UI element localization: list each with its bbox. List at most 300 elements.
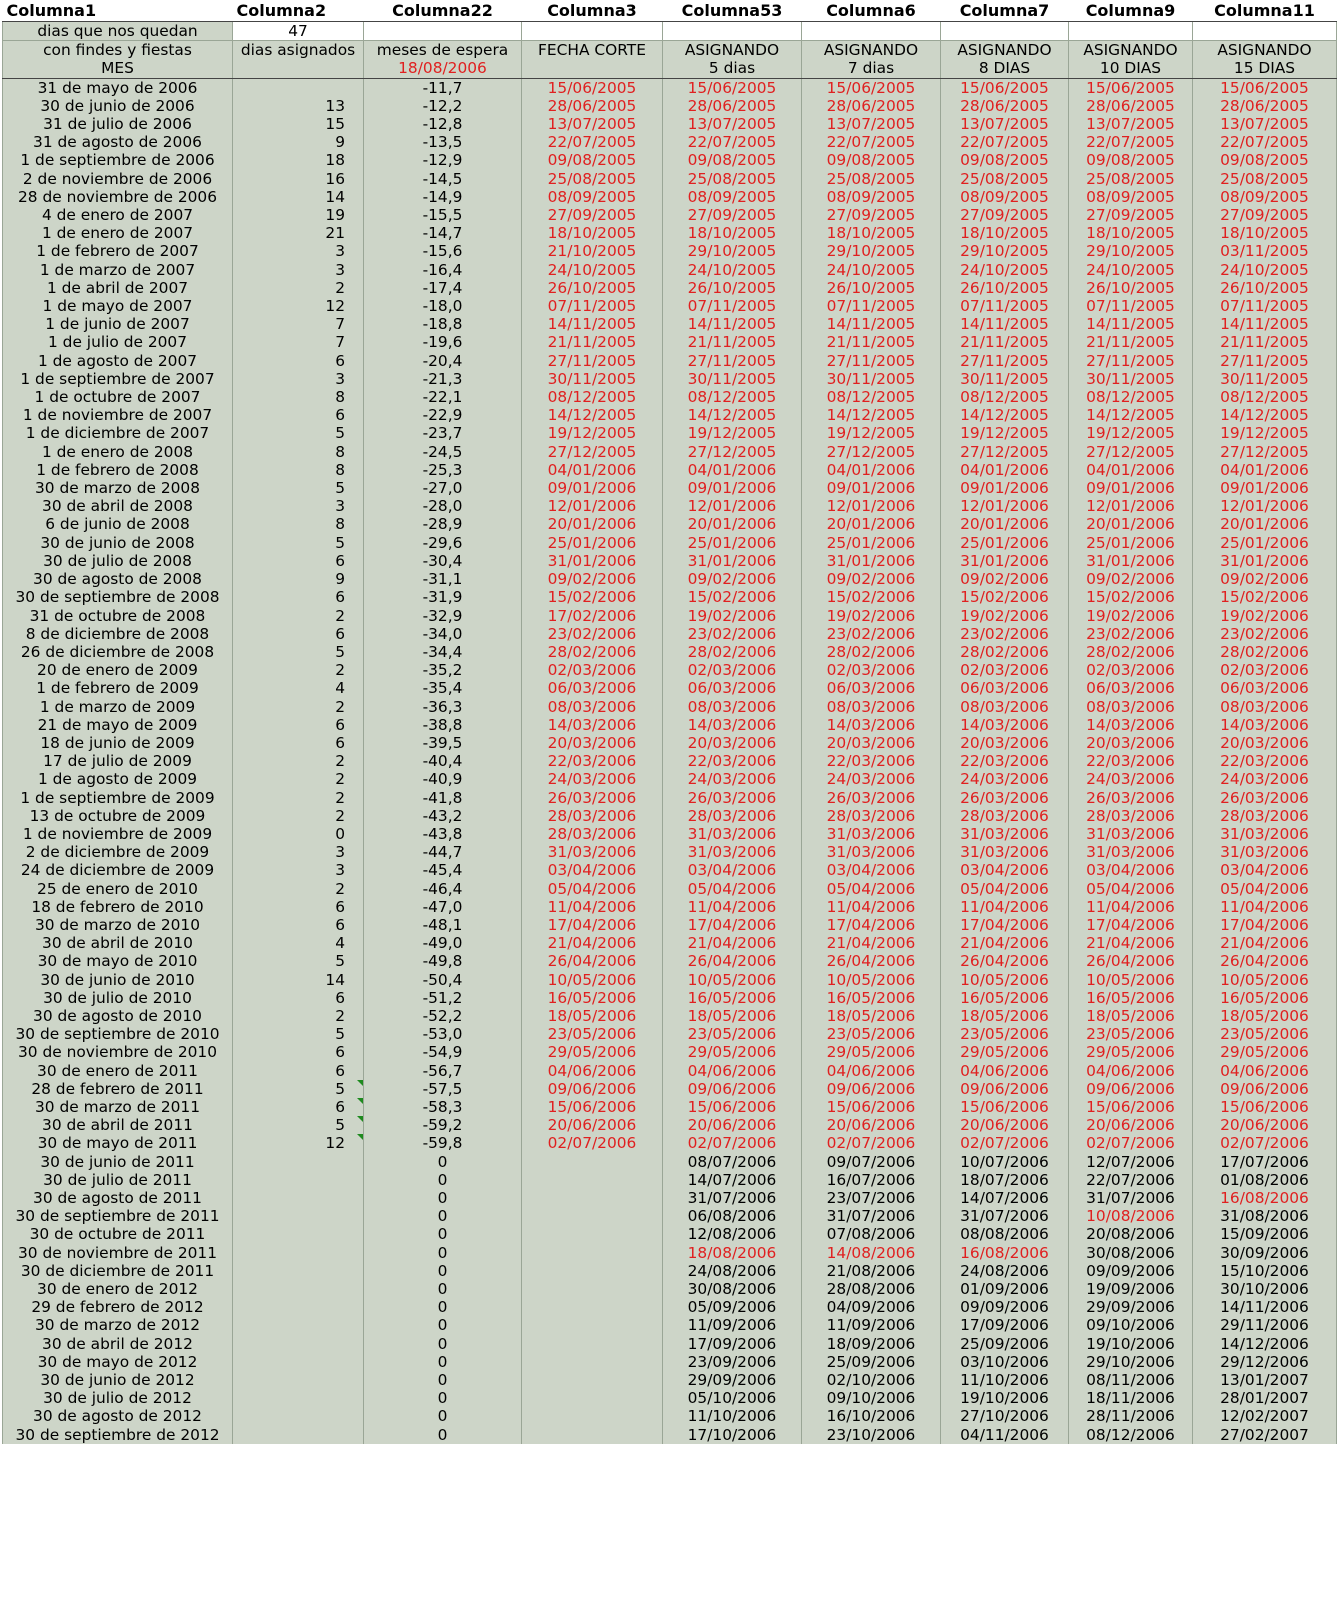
date-cell[interactable]: 05/04/2006: [522, 880, 663, 898]
date-cell[interactable]: 09/02/2006: [802, 570, 941, 588]
date-cell[interactable]: 31/03/2006: [1069, 843, 1193, 861]
date-cell[interactable]: 14/03/2006: [522, 716, 663, 734]
date-cell[interactable]: 25/01/2006: [1193, 534, 1337, 552]
date-cell[interactable]: 24/10/2005: [1193, 261, 1337, 279]
date-cell[interactable]: 15/06/2005: [1069, 78, 1193, 97]
date-cell[interactable]: 08/12/2005: [941, 388, 1069, 406]
month-cell[interactable]: 1 de noviembre de 2007: [3, 406, 233, 424]
month-cell[interactable]: 1 de septiembre de 2007: [3, 370, 233, 388]
date-cell[interactable]: 09/01/2006: [941, 479, 1069, 497]
date-cell[interactable]: 25/01/2006: [522, 534, 663, 552]
date-cell[interactable]: 12/01/2006: [663, 497, 802, 515]
date-cell[interactable]: 18/10/2005: [663, 224, 802, 242]
date-cell[interactable]: 13/07/2005: [1069, 115, 1193, 133]
month-cell[interactable]: 30 de octubre de 2011: [3, 1225, 233, 1243]
date-cell[interactable]: 02/07/2006: [1193, 1134, 1337, 1152]
date-cell[interactable]: 23/05/2006: [1193, 1025, 1337, 1043]
month-cell[interactable]: 30 de abril de 2011: [3, 1116, 233, 1134]
date-cell[interactable]: 02/03/2006: [1193, 661, 1337, 679]
date-cell[interactable]: 14/12/2005: [663, 406, 802, 424]
days-assigned-cell[interactable]: [233, 78, 364, 97]
month-cell[interactable]: 1 de febrero de 2008: [3, 461, 233, 479]
date-cell[interactable]: 14/11/2005: [941, 315, 1069, 333]
days-assigned-cell[interactable]: 2: [233, 1007, 364, 1025]
days-assigned-cell[interactable]: 2: [233, 607, 364, 625]
date-cell[interactable]: 31/01/2006: [941, 552, 1069, 570]
date-cell[interactable]: 06/03/2006: [802, 679, 941, 697]
date-cell[interactable]: 20/03/2006: [802, 734, 941, 752]
date-cell[interactable]: 20/01/2006: [522, 515, 663, 533]
date-cell[interactable]: [522, 1426, 663, 1444]
date-cell[interactable]: 13/07/2005: [802, 115, 941, 133]
date-cell[interactable]: 05/10/2006: [663, 1389, 802, 1407]
days-assigned-cell[interactable]: 6: [233, 552, 364, 570]
date-cell[interactable]: 17/10/2006: [663, 1426, 802, 1444]
date-cell[interactable]: 16/07/2006: [802, 1171, 941, 1189]
month-cell[interactable]: 30 de julio de 2012: [3, 1389, 233, 1407]
date-cell[interactable]: 05/04/2006: [941, 880, 1069, 898]
subheader-cell[interactable]: 10 DIAS: [1069, 59, 1193, 78]
date-cell[interactable]: 11/09/2006: [802, 1316, 941, 1334]
date-cell[interactable]: 31/07/2006: [802, 1207, 941, 1225]
column-header[interactable]: Columna1: [3, 0, 233, 22]
date-cell[interactable]: 31/03/2006: [802, 843, 941, 861]
date-cell[interactable]: [522, 1298, 663, 1316]
column-header[interactable]: Columna53: [663, 0, 802, 22]
month-cell[interactable]: 30 de marzo de 2010: [3, 916, 233, 934]
date-cell[interactable]: 15/10/2006: [1193, 1262, 1337, 1280]
reference-date-cell[interactable]: 18/08/2006: [364, 59, 522, 78]
days-assigned-cell[interactable]: 6: [233, 1062, 364, 1080]
days-assigned-cell[interactable]: 6: [233, 734, 364, 752]
date-cell[interactable]: 03/04/2006: [802, 861, 941, 879]
subheader-cell[interactable]: ASIGNANDO: [802, 41, 941, 60]
date-cell[interactable]: 24/03/2006: [1193, 770, 1337, 788]
date-cell[interactable]: 15/06/2006: [522, 1098, 663, 1116]
date-cell[interactable]: 26/04/2006: [802, 952, 941, 970]
date-cell[interactable]: 22/07/2005: [802, 133, 941, 151]
date-cell[interactable]: 16/10/2006: [802, 1407, 941, 1425]
date-cell[interactable]: 19/12/2005: [1193, 424, 1337, 442]
date-cell[interactable]: 31/01/2006: [1193, 552, 1337, 570]
date-cell[interactable]: 09/01/2006: [663, 479, 802, 497]
month-cell[interactable]: 21 de mayo de 2009: [3, 716, 233, 734]
month-cell[interactable]: 30 de abril de 2010: [3, 934, 233, 952]
date-cell[interactable]: 10/07/2006: [941, 1153, 1069, 1171]
date-cell[interactable]: 19/10/2006: [941, 1389, 1069, 1407]
wait-months-cell[interactable]: -18,0: [364, 297, 522, 315]
date-cell[interactable]: 18/05/2006: [522, 1007, 663, 1025]
date-cell[interactable]: 09/09/2006: [941, 1298, 1069, 1316]
date-cell[interactable]: 31/01/2006: [1069, 552, 1193, 570]
days-assigned-cell[interactable]: 8: [233, 515, 364, 533]
month-cell[interactable]: 28 de febrero de 2011: [3, 1080, 233, 1098]
subheader-cell[interactable]: con findes y fiestas: [3, 41, 233, 60]
wait-months-cell[interactable]: 0: [364, 1207, 522, 1225]
date-cell[interactable]: 29/10/2006: [1069, 1353, 1193, 1371]
days-assigned-cell[interactable]: 6: [233, 588, 364, 606]
subheader-cell[interactable]: [233, 59, 364, 78]
date-cell[interactable]: 25/09/2006: [941, 1335, 1069, 1353]
wait-months-cell[interactable]: -59,2: [364, 1116, 522, 1134]
wait-months-cell[interactable]: -58,3: [364, 1098, 522, 1116]
date-cell[interactable]: 30/11/2005: [522, 370, 663, 388]
month-cell[interactable]: 29 de febrero de 2012: [3, 1298, 233, 1316]
date-cell[interactable]: 13/07/2005: [663, 115, 802, 133]
date-cell[interactable]: 20/03/2006: [1193, 734, 1337, 752]
date-cell[interactable]: 25/08/2005: [1069, 170, 1193, 188]
days-assigned-cell[interactable]: 5: [233, 1080, 364, 1098]
wait-months-cell[interactable]: -21,3: [364, 370, 522, 388]
date-cell[interactable]: 21/11/2005: [663, 333, 802, 351]
date-cell[interactable]: 15/02/2006: [1069, 588, 1193, 606]
month-cell[interactable]: 8 de diciembre de 2008: [3, 625, 233, 643]
date-cell[interactable]: 21/11/2005: [1069, 333, 1193, 351]
date-cell[interactable]: 10/05/2006: [1069, 971, 1193, 989]
date-cell[interactable]: 29/10/2005: [941, 242, 1069, 260]
month-cell[interactable]: 1 de enero de 2008: [3, 443, 233, 461]
days-assigned-cell[interactable]: 2: [233, 698, 364, 716]
date-cell[interactable]: 04/06/2006: [522, 1062, 663, 1080]
date-cell[interactable]: 30/11/2005: [802, 370, 941, 388]
date-cell[interactable]: 14/11/2005: [1193, 315, 1337, 333]
date-cell[interactable]: 24/03/2006: [1069, 770, 1193, 788]
days-assigned-cell[interactable]: 5: [233, 643, 364, 661]
date-cell[interactable]: 21/11/2005: [522, 333, 663, 351]
date-cell[interactable]: 28/03/2006: [663, 807, 802, 825]
date-cell[interactable]: 26/03/2006: [941, 789, 1069, 807]
date-cell[interactable]: 24/10/2005: [802, 261, 941, 279]
date-cell[interactable]: 15/02/2006: [941, 588, 1069, 606]
empty-cell[interactable]: [522, 22, 663, 41]
date-cell[interactable]: 31/08/2006: [1193, 1207, 1337, 1225]
date-cell[interactable]: 27/11/2005: [802, 352, 941, 370]
wait-months-cell[interactable]: 0: [364, 1426, 522, 1444]
date-cell[interactable]: 07/08/2006: [802, 1225, 941, 1243]
date-cell[interactable]: 19/12/2005: [663, 424, 802, 442]
days-assigned-cell[interactable]: 5: [233, 479, 364, 497]
date-cell[interactable]: 14/11/2005: [802, 315, 941, 333]
date-cell[interactable]: 08/03/2006: [663, 698, 802, 716]
date-cell[interactable]: 22/03/2006: [802, 752, 941, 770]
date-cell[interactable]: 04/01/2006: [802, 461, 941, 479]
date-cell[interactable]: 25/01/2006: [802, 534, 941, 552]
date-cell[interactable]: 27/11/2005: [522, 352, 663, 370]
days-assigned-cell[interactable]: 2: [233, 880, 364, 898]
days-assigned-cell[interactable]: 6: [233, 716, 364, 734]
days-assigned-cell[interactable]: 4: [233, 679, 364, 697]
days-assigned-cell[interactable]: 8: [233, 443, 364, 461]
month-cell[interactable]: 1 de septiembre de 2009: [3, 789, 233, 807]
wait-months-cell[interactable]: -43,2: [364, 807, 522, 825]
date-cell[interactable]: 31/01/2006: [522, 552, 663, 570]
days-assigned-cell[interactable]: 6: [233, 916, 364, 934]
date-cell[interactable]: 03/04/2006: [941, 861, 1069, 879]
wait-months-cell[interactable]: 0: [364, 1262, 522, 1280]
date-cell[interactable]: 14/12/2005: [941, 406, 1069, 424]
date-cell[interactable]: 09/02/2006: [663, 570, 802, 588]
wait-months-cell[interactable]: -16,4: [364, 261, 522, 279]
date-cell[interactable]: 24/03/2006: [663, 770, 802, 788]
days-assigned-cell[interactable]: 6: [233, 1043, 364, 1061]
date-cell[interactable]: 03/04/2006: [522, 861, 663, 879]
date-cell[interactable]: 26/04/2006: [1193, 952, 1337, 970]
date-cell[interactable]: 13/07/2005: [941, 115, 1069, 133]
date-cell[interactable]: 02/03/2006: [1069, 661, 1193, 679]
date-cell[interactable]: 24/03/2006: [802, 770, 941, 788]
wait-months-cell[interactable]: 0: [364, 1389, 522, 1407]
date-cell[interactable]: 19/12/2005: [941, 424, 1069, 442]
date-cell[interactable]: 15/06/2006: [1193, 1098, 1337, 1116]
date-cell[interactable]: 08/09/2005: [941, 188, 1069, 206]
wait-months-cell[interactable]: 0: [364, 1407, 522, 1425]
days-assigned-cell[interactable]: 5: [233, 952, 364, 970]
date-cell[interactable]: 09/08/2005: [1193, 151, 1337, 169]
date-cell[interactable]: 21/11/2005: [802, 333, 941, 351]
date-cell[interactable]: 06/03/2006: [1193, 679, 1337, 697]
date-cell[interactable]: 17/09/2006: [663, 1335, 802, 1353]
date-cell[interactable]: 23/09/2006: [663, 1353, 802, 1371]
date-cell[interactable]: 04/01/2006: [663, 461, 802, 479]
date-cell[interactable]: 14/11/2005: [522, 315, 663, 333]
date-cell[interactable]: 14/12/2005: [802, 406, 941, 424]
date-cell[interactable]: 23/05/2006: [522, 1025, 663, 1043]
date-cell[interactable]: 09/02/2006: [522, 570, 663, 588]
days-assigned-cell[interactable]: [233, 1298, 364, 1316]
column-header[interactable]: Columna11: [1193, 0, 1337, 22]
date-cell[interactable]: 31/03/2006: [941, 825, 1069, 843]
wait-months-cell[interactable]: -47,0: [364, 898, 522, 916]
date-cell[interactable]: 11/04/2006: [1193, 898, 1337, 916]
date-cell[interactable]: 26/03/2006: [522, 789, 663, 807]
date-cell[interactable]: 04/01/2006: [1069, 461, 1193, 479]
days-assigned-cell[interactable]: 8: [233, 388, 364, 406]
days-assigned-cell[interactable]: 8: [233, 461, 364, 479]
date-cell[interactable]: 03/11/2005: [1193, 242, 1337, 260]
wait-months-cell[interactable]: -12,9: [364, 151, 522, 169]
date-cell[interactable]: 29/10/2005: [802, 242, 941, 260]
date-cell[interactable]: 22/03/2006: [663, 752, 802, 770]
date-cell[interactable]: 11/10/2006: [663, 1407, 802, 1425]
info-label[interactable]: dias que nos quedan: [3, 22, 233, 41]
days-assigned-cell[interactable]: 2: [233, 770, 364, 788]
date-cell[interactable]: 27/02/2007: [1193, 1426, 1337, 1444]
month-cell[interactable]: 30 de abril de 2012: [3, 1335, 233, 1353]
days-assigned-cell[interactable]: 3: [233, 261, 364, 279]
month-cell[interactable]: 25 de enero de 2010: [3, 880, 233, 898]
date-cell[interactable]: 23/02/2006: [663, 625, 802, 643]
date-cell[interactable]: 02/10/2006: [802, 1371, 941, 1389]
month-cell[interactable]: 1 de noviembre de 2009: [3, 825, 233, 843]
date-cell[interactable]: 10/05/2006: [663, 971, 802, 989]
date-cell[interactable]: 19/02/2006: [1069, 607, 1193, 625]
date-cell[interactable]: 28/02/2006: [522, 643, 663, 661]
date-cell[interactable]: 16/08/2006: [941, 1244, 1069, 1262]
date-cell[interactable]: 29/05/2006: [663, 1043, 802, 1061]
date-cell[interactable]: 08/03/2006: [522, 698, 663, 716]
wait-months-cell[interactable]: -22,9: [364, 406, 522, 424]
date-cell[interactable]: 31/03/2006: [1193, 825, 1337, 843]
date-cell[interactable]: 22/07/2006: [1069, 1171, 1193, 1189]
date-cell[interactable]: 14/11/2005: [1069, 315, 1193, 333]
date-cell[interactable]: 09/06/2006: [941, 1080, 1069, 1098]
date-cell[interactable]: 02/07/2006: [802, 1134, 941, 1152]
date-cell[interactable]: 27/11/2005: [1193, 352, 1337, 370]
date-cell[interactable]: 02/03/2006: [941, 661, 1069, 679]
date-cell[interactable]: 29/11/2006: [1193, 1316, 1337, 1334]
date-cell[interactable]: 02/07/2006: [941, 1134, 1069, 1152]
date-cell[interactable]: 20/03/2006: [1069, 734, 1193, 752]
date-cell[interactable]: 26/04/2006: [522, 952, 663, 970]
column-header[interactable]: Columna9: [1069, 0, 1193, 22]
wait-months-cell[interactable]: -59,8: [364, 1134, 522, 1152]
date-cell[interactable]: 20/03/2006: [522, 734, 663, 752]
month-cell[interactable]: 30 de diciembre de 2011: [3, 1262, 233, 1280]
date-cell[interactable]: 08/03/2006: [941, 698, 1069, 716]
date-cell[interactable]: 31/01/2006: [663, 552, 802, 570]
date-cell[interactable]: 17/04/2006: [1193, 916, 1337, 934]
days-assigned-cell[interactable]: [233, 1171, 364, 1189]
date-cell[interactable]: 18/11/2006: [1069, 1389, 1193, 1407]
days-assigned-cell[interactable]: [233, 1153, 364, 1171]
date-cell[interactable]: 09/07/2006: [802, 1153, 941, 1171]
wait-months-cell[interactable]: -34,4: [364, 643, 522, 661]
date-cell[interactable]: 09/02/2006: [941, 570, 1069, 588]
month-cell[interactable]: 26 de diciembre de 2008: [3, 643, 233, 661]
wait-months-cell[interactable]: -14,5: [364, 170, 522, 188]
date-cell[interactable]: 27/09/2005: [941, 206, 1069, 224]
date-cell[interactable]: [522, 1171, 663, 1189]
wait-months-cell[interactable]: -35,4: [364, 679, 522, 697]
date-cell[interactable]: 08/09/2005: [522, 188, 663, 206]
wait-months-cell[interactable]: -49,8: [364, 952, 522, 970]
date-cell[interactable]: 03/04/2006: [1193, 861, 1337, 879]
date-cell[interactable]: 24/03/2006: [941, 770, 1069, 788]
date-cell[interactable]: 08/09/2005: [663, 188, 802, 206]
date-cell[interactable]: 18/05/2006: [941, 1007, 1069, 1025]
date-cell[interactable]: 01/08/2006: [1193, 1171, 1337, 1189]
date-cell[interactable]: 23/02/2006: [522, 625, 663, 643]
date-cell[interactable]: 27/11/2005: [1069, 352, 1193, 370]
date-cell[interactable]: 18/05/2006: [663, 1007, 802, 1025]
date-cell[interactable]: [522, 1353, 663, 1371]
days-assigned-cell[interactable]: 6: [233, 1098, 364, 1116]
empty-cell[interactable]: [1193, 22, 1337, 41]
date-cell[interactable]: 22/07/2005: [1193, 133, 1337, 151]
subheader-cell[interactable]: 5 dias: [663, 59, 802, 78]
date-cell[interactable]: 09/08/2005: [663, 151, 802, 169]
date-cell[interactable]: 27/11/2005: [941, 352, 1069, 370]
date-cell[interactable]: 20/03/2006: [663, 734, 802, 752]
days-assigned-cell[interactable]: [233, 1225, 364, 1243]
date-cell[interactable]: 19/12/2005: [802, 424, 941, 442]
month-cell[interactable]: 1 de julio de 2007: [3, 333, 233, 351]
date-cell[interactable]: 18/10/2005: [1069, 224, 1193, 242]
date-cell[interactable]: 26/10/2005: [1193, 279, 1337, 297]
date-cell[interactable]: 12/07/2006: [1069, 1153, 1193, 1171]
wait-months-cell[interactable]: -40,4: [364, 752, 522, 770]
empty-cell[interactable]: [1069, 22, 1193, 41]
column-header[interactable]: Columna2: [233, 0, 364, 22]
date-cell[interactable]: 28/02/2006: [941, 643, 1069, 661]
date-cell[interactable]: 28/03/2006: [1193, 807, 1337, 825]
month-cell[interactable]: 30 de marzo de 2011: [3, 1098, 233, 1116]
days-assigned-cell[interactable]: 6: [233, 625, 364, 643]
date-cell[interactable]: 04/06/2006: [941, 1062, 1069, 1080]
date-cell[interactable]: 31/03/2006: [941, 843, 1069, 861]
date-cell[interactable]: 04/01/2006: [1193, 461, 1337, 479]
wait-months-cell[interactable]: -54,9: [364, 1043, 522, 1061]
wait-months-cell[interactable]: -43,8: [364, 825, 522, 843]
date-cell[interactable]: 27/11/2005: [663, 352, 802, 370]
month-cell[interactable]: 4 de enero de 2007: [3, 206, 233, 224]
date-cell[interactable]: 29/05/2006: [1069, 1043, 1193, 1061]
date-cell[interactable]: 07/11/2005: [802, 297, 941, 315]
month-cell[interactable]: 31 de mayo de 2006: [3, 78, 233, 97]
month-cell[interactable]: 2 de diciembre de 2009: [3, 843, 233, 861]
date-cell[interactable]: 14/08/2006: [802, 1244, 941, 1262]
date-cell[interactable]: 30/10/2006: [1193, 1280, 1337, 1298]
date-cell[interactable]: 06/03/2006: [1069, 679, 1193, 697]
month-cell[interactable]: 30 de julio de 2008: [3, 552, 233, 570]
date-cell[interactable]: 25/08/2005: [941, 170, 1069, 188]
date-cell[interactable]: 12/08/2006: [663, 1225, 802, 1243]
date-cell[interactable]: 28/03/2006: [802, 807, 941, 825]
date-cell[interactable]: 11/10/2006: [941, 1371, 1069, 1389]
date-cell[interactable]: 08/11/2006: [1069, 1371, 1193, 1389]
days-assigned-cell[interactable]: [233, 1353, 364, 1371]
date-cell[interactable]: 12/01/2006: [941, 497, 1069, 515]
date-cell[interactable]: 11/04/2006: [941, 898, 1069, 916]
date-cell[interactable]: 03/10/2006: [941, 1353, 1069, 1371]
date-cell[interactable]: 03/04/2006: [663, 861, 802, 879]
date-cell[interactable]: 31/07/2006: [663, 1189, 802, 1207]
days-assigned-cell[interactable]: [233, 1262, 364, 1280]
month-cell[interactable]: 30 de agosto de 2008: [3, 570, 233, 588]
date-cell[interactable]: 14/07/2006: [941, 1189, 1069, 1207]
date-cell[interactable]: 03/04/2006: [1069, 861, 1193, 879]
month-cell[interactable]: 30 de junio de 2011: [3, 1153, 233, 1171]
month-cell[interactable]: 30 de noviembre de 2011: [3, 1244, 233, 1262]
date-cell[interactable]: 17/02/2006: [522, 607, 663, 625]
date-cell[interactable]: 06/08/2006: [663, 1207, 802, 1225]
date-cell[interactable]: 16/05/2006: [522, 989, 663, 1007]
date-cell[interactable]: 25/08/2005: [522, 170, 663, 188]
days-assigned-cell[interactable]: 13: [233, 97, 364, 115]
date-cell[interactable]: 28/08/2006: [802, 1280, 941, 1298]
wait-months-cell[interactable]: 0: [364, 1280, 522, 1298]
date-cell[interactable]: 20/06/2006: [1193, 1116, 1337, 1134]
month-cell[interactable]: 30 de agosto de 2010: [3, 1007, 233, 1025]
date-cell[interactable]: 26/04/2006: [1069, 952, 1193, 970]
date-cell[interactable]: 19/02/2006: [1193, 607, 1337, 625]
date-cell[interactable]: 14/03/2006: [802, 716, 941, 734]
date-cell[interactable]: 30/08/2006: [1069, 1244, 1193, 1262]
date-cell[interactable]: 16/05/2006: [941, 989, 1069, 1007]
date-cell[interactable]: 10/05/2006: [1193, 971, 1337, 989]
month-cell[interactable]: 6 de junio de 2008: [3, 515, 233, 533]
date-cell[interactable]: 09/01/2006: [1069, 479, 1193, 497]
wait-months-cell[interactable]: -32,9: [364, 607, 522, 625]
date-cell[interactable]: 23/07/2006: [802, 1189, 941, 1207]
date-cell[interactable]: 11/04/2006: [663, 898, 802, 916]
date-cell[interactable]: [522, 1189, 663, 1207]
date-cell[interactable]: 31/03/2006: [802, 825, 941, 843]
date-cell[interactable]: 19/02/2006: [941, 607, 1069, 625]
date-cell[interactable]: 22/03/2006: [522, 752, 663, 770]
date-cell[interactable]: 18/05/2006: [1069, 1007, 1193, 1025]
month-cell[interactable]: 1 de marzo de 2007: [3, 261, 233, 279]
